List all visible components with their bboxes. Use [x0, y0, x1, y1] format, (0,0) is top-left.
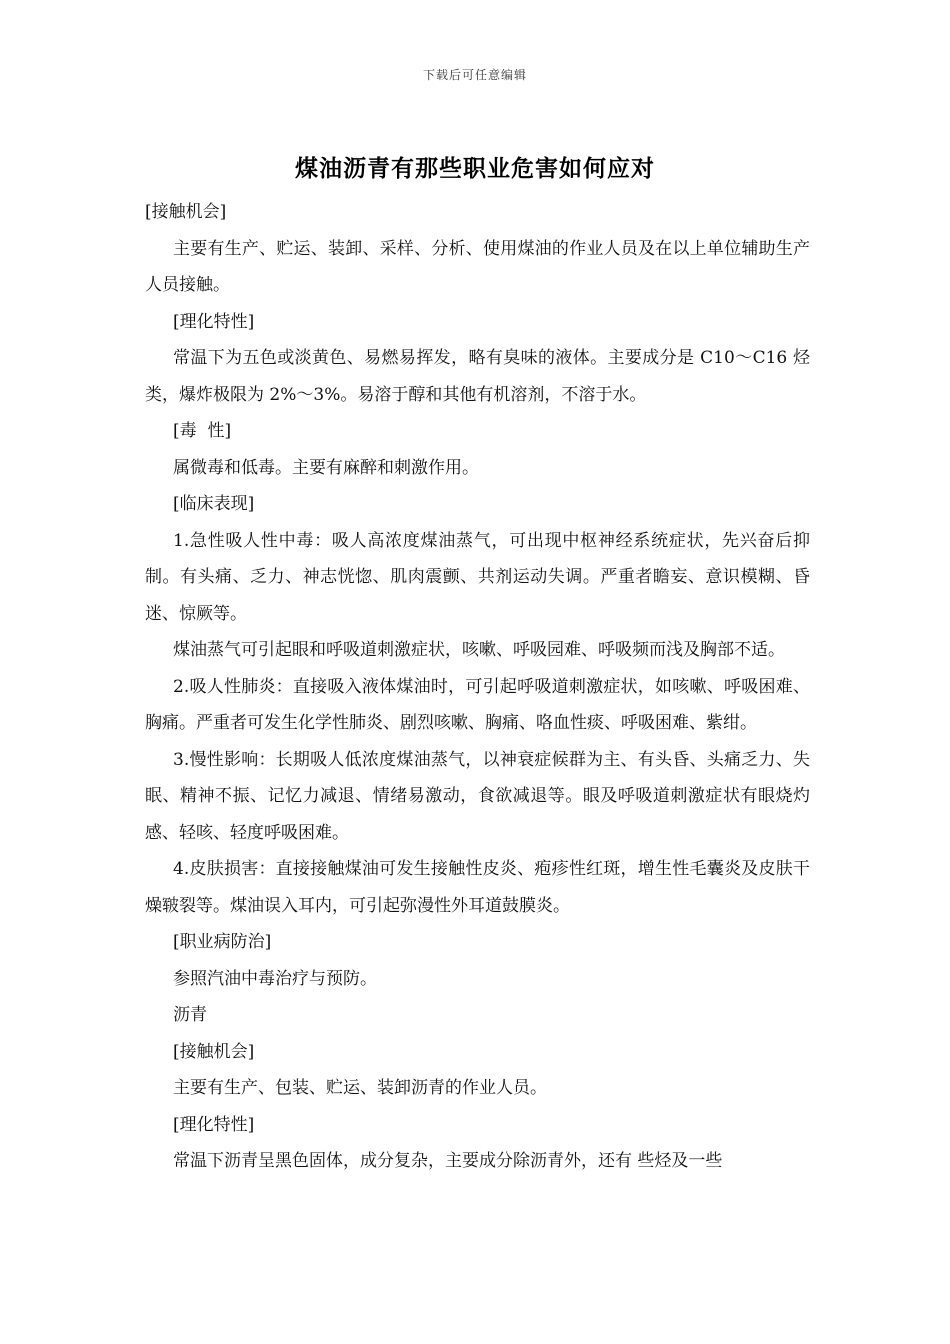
header-note: 下载后可任意编辑 — [422, 68, 527, 82]
document-title: 煤油沥青有那些职业危害如何应对 — [295, 155, 655, 182]
document-body — [145, 194, 810, 1180]
paragraph: 2.吸人性肺炎：直接吸入液体煤油时，可引起呼吸道刺激症状，如咳嗽、呼吸困难、胸痛。严重者可发生化学性肺炎、剧烈咳嗽、胸痛、咯血性痰、呼吸困难、紫绀。 — [145, 676, 810, 733]
paragraph: 常温下沥青呈黑色固体，成分复杂，主要成分除沥青外，还有 些烃及一些 — [173, 1151, 723, 1171]
section-heading-prevention: [职业病防治] — [173, 932, 272, 952]
paragraph: 3.慢性影响：长期吸人低浓度煤油蒸气，以神衰症候群为主、有头昏、头痛乏力、失眠、精神不振、记忆力减退、情绪易激动，食欲减退等。眼及呼吸道刺激症状有眼烧灼感、轻咳、轻度呼吸困难。 — [145, 749, 810, 843]
paragraph: 常温下为五色或淡黄色、易燃易挥发，略有臭味的液体。主要成分是 C10～C16 烃类，爆炸极限为 2%～3%。易溶于醇和其他有机溶剂，不溶于水。 — [145, 348, 810, 405]
paragraph: 属微毒和低毒。主要有麻醉和刺激作用。 — [173, 457, 479, 478]
paragraph: 主要有生产、贮运、装卸、采样、分析、使用煤油的作业人员及在以上单位辅助生产人员接触。 — [145, 238, 810, 295]
paragraph: 4.皮肤损害：直接接触煤油可发生接触性皮炎、疱疹性红斑，增生性毛囊炎及皮肤干燥皲裂等。煤油误入耳内，可引起弥漫性外耳道鼓膜炎。 — [145, 859, 810, 916]
paragraph: 1.急性吸人性中毒：吸人高浓度煤油蒸气，可出现中枢神经系统症状，先兴奋后抑制。有头痛、乏力、神志恍惚、肌肉震颤、共剂运动失调。严重者瞻妄、意识模糊、昏迷、惊厥等。 — [145, 530, 810, 624]
subsection-title-asphalt: 沥青 — [173, 1005, 207, 1025]
section-heading-contact: [接触机会] — [145, 202, 227, 222]
section-heading-contact: [接触机会] — [173, 1041, 255, 1062]
paragraph: 参照汽油中毒治疗与预防。 — [173, 968, 377, 989]
section-heading-properties: [理化特性] — [173, 311, 255, 332]
section-heading-clinical: [临床表现] — [173, 494, 255, 514]
paragraph: 煤油蒸气可引起眼和呼吸道刺激症状，咳嗽、呼吸园难、呼吸频而浅及胸部不适。 — [173, 640, 785, 660]
section-heading-toxicity: [毒 性] — [173, 421, 232, 441]
section-heading-properties: [理化特性] — [173, 1114, 255, 1135]
paragraph: 主要有生产、包装、贮运、装卸沥青的作业人员。 — [173, 1078, 547, 1098]
